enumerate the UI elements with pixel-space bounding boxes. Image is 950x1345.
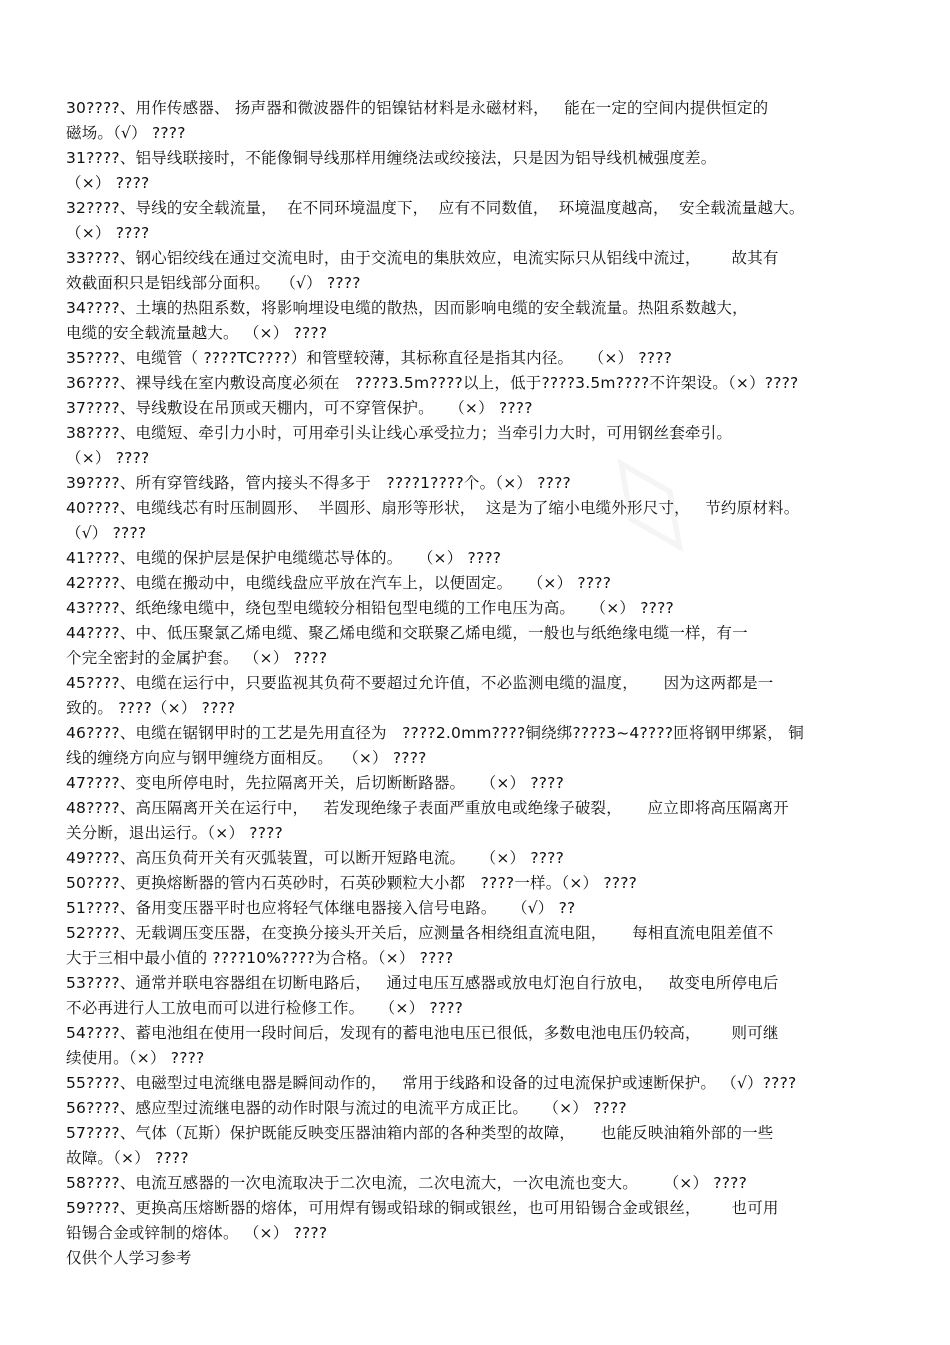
text-line: 42????、电缆在搬动中，电缆线盘应平放在汽车上，以便固定。 （×） ???? (66, 574, 612, 592)
text-line: 磁场。（√） ???? (66, 124, 186, 142)
text-line: 效截面积只是铝线部分面积。 （√） ???? (66, 274, 361, 292)
text-line: 个完全密封的金属护套。 （×） ???? (66, 649, 328, 667)
text-line: 50????、更换熔断器的管内石英砂时，石英砂颗粒大小都 ????一样。（×） ???? (66, 874, 638, 892)
text-line: 大于三相中最小值的 ????10%????为合格。（×） ???? (66, 949, 454, 967)
text-line: 43????、纸绝缘电缆中，绕包型电缆较分相铅包型电缆的工作电压为高。 （×） ???? (66, 599, 674, 617)
text-line: 不必再进行人工放电而可以进行检修工作。 （×） ???? (66, 999, 464, 1017)
text-line: 57????、气体（瓦斯）保护既能反映变压器油箱内部的各种类型的故障， 也能反映油箱外部的一些 (66, 1124, 774, 1142)
text-line: 关分断，退出运行。（×） ???? (66, 824, 283, 842)
text-line: 54????、蓄电池组在使用一段时间后，发现有的蓄电池电压已很低，多数电池电压仍较高， 则可继 (66, 1024, 779, 1042)
text-line: 47????、变电所停电时，先拉隔离开关，后切断断路器。 （×） ???? (66, 774, 565, 792)
text-line: 56????、感应型过流继电器的动作时限与流过的电流平方成正比。 （×） ???? (66, 1099, 627, 1117)
text-line: 33????、钢心铝绞线在通过交流电时，由于交流电的集肤效应，电流实际只从铝线中流过， 故其有 (66, 249, 779, 267)
text-line: 38????、电缆短、牵引力小时，可用牵引头让线心承受拉力；当牵引力大时，可用钢丝套牵引。 (66, 424, 733, 442)
document-body (66, 96, 888, 1271)
text-line: 铅锡合金或锌制的熔体。 （×） ???? (66, 1224, 328, 1242)
text-line: 44????、中、低压聚氯乙烯电缆、聚乙烯电缆和交联聚乙烯电缆，一般也与纸绝缘电缆一样，有一 (66, 624, 748, 642)
text-line: 32????、导线的安全载流量， 在不同环境温度下， 应有不同数值， 环境温度越高， 安全载流量越大。 (66, 199, 805, 217)
text-line: （√） ???? (66, 524, 147, 542)
text-line: 34????、土壤的热阻系数，将影响埋设电缆的散热，因而影响电缆的安全载流量。热阻系数越大， (66, 299, 748, 317)
text-line: 58????、电流互感器的一次电流取决于二次电流，二次电流大，一次电流也变大。 （×） ???? (66, 1174, 747, 1192)
text-line: 续使用。（×） ???? (66, 1049, 205, 1067)
text-line: 电缆的安全载流量越大。 （×） ???? (66, 324, 328, 342)
text-line: （×） ???? (66, 449, 150, 467)
text-line: 45????、电缆在运行中，只要监视其负荷不要超过允许值，不必监测电缆的温度， 因为这两都是一 (66, 674, 774, 692)
text-line: 39????、所有穿管线路，管内接头不得多于 ????1????个。（×） ???? (66, 474, 571, 492)
text-line: 51????、备用变压器平时也应将轻气体继电器接入信号电路。 （√） ?? (66, 899, 576, 917)
text-line: 30????、用作传感器、 扬声器和微波器件的铝镍钴材料是永磁材料， 能在一定的空间内提供恒定的 (66, 99, 769, 117)
text-line: （×） ???? (66, 224, 150, 242)
text-line: 37????、导线敷设在吊顶或天棚内，可不穿管保护。 （×） ???? (66, 399, 533, 417)
text-line: 线的缠绕方向应与钢甲缠绕方面相反。 （×） ???? (66, 749, 427, 767)
text-line: 36????、裸导线在室内敷设高度必须在 ????3.5m????以上，低于????3.5m????不许架设。（×）???? (66, 374, 799, 392)
text-line: 35????、电缆管（ ????TC????）和管壁较薄，其标称直径是指其内径。 （×） ???? (66, 349, 673, 367)
text-line: 49????、高压负荷开关有灭弧装置，可以断开短路电流。 （×） ???? (66, 849, 565, 867)
text-line: 41????、电缆的保护层是保护电缆缆芯导体的。 （×） ???? (66, 549, 502, 567)
text-line: 致的。 ????（×） ???? (66, 699, 236, 717)
footer-note: 仅供个人学习参考 (66, 1249, 192, 1267)
text-line: 故障。（×） ???? (66, 1149, 189, 1167)
text-line: 55????、电磁型过电流继电器是瞬间动作的， 常用于线路和设备的过电流保护或速断保护。 （√）???? (66, 1074, 797, 1092)
text-line: 31????、铝导线联接时，不能像铜导线那样用缠绕法或绞接法，只是因为铝导线机械强度差。 (66, 149, 717, 167)
text-line: 40????、电缆线芯有时压制圆形、 半圆形、扇形等形状， 这是为了缩小电缆外形尺寸， 节约原材料。 (66, 499, 800, 517)
text-line: 46????、电缆在锯钢甲时的工艺是先用直径为 ????2.0mm????铜绕绑????3~4????匝将钢甲绑紧， 铜 (66, 724, 804, 742)
text-line: 52????、无载调压变压器，在变换分接头开关后，应测量各相绕组直流电阻， 每相直流电阻差值不 (66, 924, 774, 942)
text-line: 53????、通常并联电容器组在切断电路后， 通过电压互感器或放电灯泡自行放电， 故变电所停电后 (66, 974, 779, 992)
text-line: 48????、高压隔离开关在运行中， 若发现绝缘子表面严重放电或绝缘子破裂， 应立即将高压隔离开 (66, 799, 789, 817)
text-line: 59????、更换高压熔断器的熔体，可用焊有锡或铅球的铜或银丝，也可用铅锡合金或银丝， 也可用 (66, 1199, 779, 1217)
text-line: （×） ???? (66, 174, 150, 192)
